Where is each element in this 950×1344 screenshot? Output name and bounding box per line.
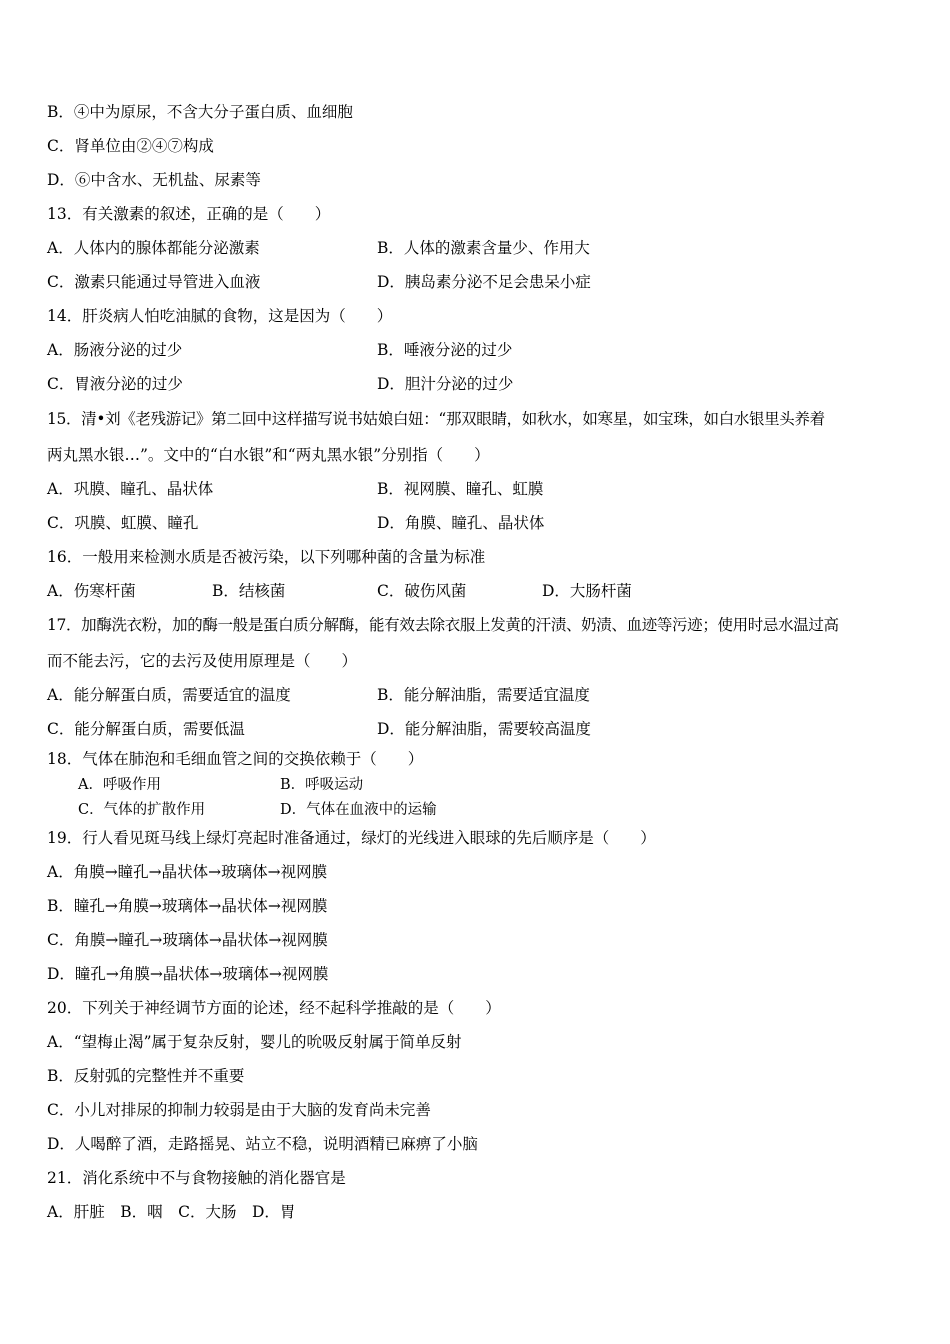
q17-row2 <box>47 719 907 739</box>
q17-row1 <box>47 685 907 705</box>
q17-option-a: A．能分解蛋白质，需要适宜的温度 <box>47 686 291 704</box>
q16-option-d: D．大肠杆菌 <box>542 582 632 600</box>
q19-option-d: D．瞳孔→角膜→晶状体→玻璃体→视网膜 <box>47 965 329 983</box>
q20-stem: 20．下列关于神经调节方面的论述，经不起科学推敲的是（ ） <box>47 999 501 1017</box>
q13-row1 <box>47 238 907 258</box>
q13-stem: 13．有关激素的叙述，正确的是（ ） <box>47 205 331 223</box>
q19-option-c: C．角膜→瞳孔→玻璃体→晶状体→视网膜 <box>47 931 328 949</box>
q19-option-a: A．角膜→瞳孔→晶状体→玻璃体→视网膜 <box>47 863 328 881</box>
q15-option-b: B．视网膜、瞳孔、虹膜 <box>377 480 544 498</box>
q15-option-c: C．巩膜、虹膜、瞳孔 <box>47 514 199 532</box>
q20-option-c: C．小儿对排尿的抑制力较弱是由于大脑的发育尚未完善 <box>47 1101 431 1119</box>
q12-option-d: D．⑥中含水、无机盐、尿素等 <box>47 171 261 189</box>
q20-option-a: A．“望梅止渴”属于复杂反射，婴儿的吮吸反射属于简单反射 <box>47 1033 462 1051</box>
q17-option-c: C．能分解蛋白质，需要低温 <box>47 720 245 738</box>
q18-stem: 18．气体在肺泡和毛细血管之间的交换依赖于（ ） <box>47 750 424 768</box>
q21-options: A．肝脏 B．咽 C．大肠 D．胃 <box>47 1203 296 1221</box>
q14-row1 <box>47 340 907 360</box>
q13-option-c: C．激素只能通过导管进入血液 <box>47 273 261 291</box>
q15-row2 <box>47 513 907 533</box>
q18-option-b: B．呼吸运动 <box>280 777 364 793</box>
q15-option-d: D．角膜、瞳孔、晶状体 <box>377 514 545 532</box>
q15-option-a: A．巩膜、瞳孔、晶状体 <box>47 480 214 498</box>
q15-row1 <box>47 479 907 499</box>
q16-option-b: B．结核菌 <box>212 582 286 600</box>
q12-option-c: C．肾单位由②④⑦构成 <box>47 137 214 155</box>
q13-option-a: A．人体内的腺体都能分泌激素 <box>47 239 260 257</box>
q14-option-c: C．胃液分泌的过少 <box>47 375 183 393</box>
q15-stem-line2: 两丸黑水银…”。文中的“白水银”和“两丸黑水银”分别指（ ） <box>47 446 490 464</box>
q13-option-d: D．胰岛素分泌不足会患呆小症 <box>377 273 591 291</box>
q19-option-b: B．瞳孔→角膜→玻璃体→晶状体→视网膜 <box>47 897 328 915</box>
q17-stem-line2: 而不能去污，它的去污及使用原理是（ ） <box>47 652 358 670</box>
q21-stem: 21．消化系统中不与食物接触的消化器官是 <box>47 1169 346 1187</box>
q18-option-c: C．气体的扩散作用 <box>78 802 206 818</box>
q18-option-a: A．呼吸作用 <box>78 777 161 793</box>
q14-option-a: A．肠液分泌的过少 <box>47 341 183 359</box>
q13-row2 <box>47 272 907 292</box>
q18-row1 <box>78 775 578 795</box>
q17-option-d: D．能分解油脂，需要较高温度 <box>377 720 591 738</box>
q18-row2 <box>78 800 578 820</box>
q18-option-d: D．气体在血液中的运输 <box>280 802 437 818</box>
q16-option-a: A．伤寒杆菌 <box>47 582 136 600</box>
q14-option-d: D．胆汁分泌的过少 <box>377 375 514 393</box>
q12-option-b: B．④中为原尿，不含大分子蛋白质、血细胞 <box>47 103 353 121</box>
q16-option-c: C．破伤风菌 <box>377 582 467 600</box>
q17-stem-line1: 17．加酶洗衣粉，加的酶一般是蛋白质分解酶，能有效去除衣服上发黄的汗渍、奶渍、血迹等污迹；使用时忌水温过高 <box>47 616 839 634</box>
q13-option-b: B．人体的激素含量少、作用大 <box>377 239 590 257</box>
q17-option-b: B．能分解油脂，需要适宜温度 <box>377 686 590 704</box>
q16-stem: 16．一般用来检测水质是否被污染，以下列哪种菌的含量为标准 <box>47 548 486 566</box>
q14-stem: 14．肝炎病人怕吃油腻的食物，这是因为（ ） <box>47 307 393 325</box>
q20-option-d: D．人喝醉了酒，走路摇晃、站立不稳，说明酒精已麻痹了小脑 <box>47 1135 478 1153</box>
q15-stem-line1: 15．清•刘《老残游记》第二回中这样描写说书姑娘白妞：“那双眼睛，如秋水，如寒星，如宝珠，如白水银里头养着 <box>47 410 825 428</box>
q14-option-b: B．唾液分泌的过少 <box>377 341 513 359</box>
q20-option-b: B．反射弧的完整性并不重要 <box>47 1067 245 1085</box>
q14-row2 <box>47 374 907 394</box>
q19-stem: 19．行人看见斑马线上绿灯亮起时准备通过，绿灯的光线进入眼球的先后顺序是（ ） <box>47 829 656 847</box>
